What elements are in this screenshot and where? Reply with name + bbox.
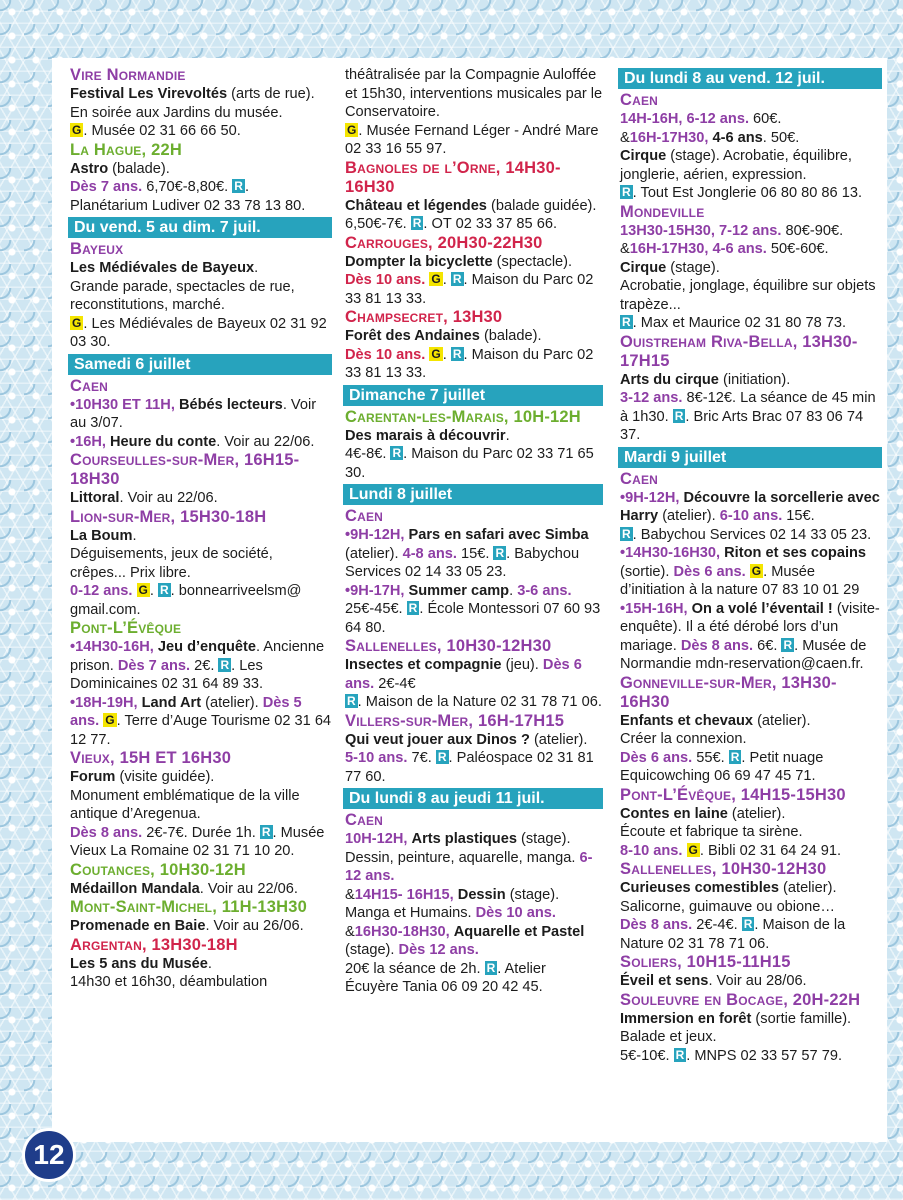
event-text: Château et légendes (balade guidée). (345, 197, 597, 214)
reservation-badge-icon: R (674, 408, 684, 423)
free-badge-icon: G (688, 842, 698, 857)
location-heading: Mondeville (620, 202, 705, 221)
column-1 (70, 66, 332, 992)
event-text: R . Tout Est Jonglerie 06 80 80 86 13. (622, 185, 863, 201)
location-heading: Caen (345, 507, 384, 525)
event-text: Astro (balade). (70, 160, 170, 177)
date-header: Mardi 9 juillet (618, 447, 882, 468)
location-heading: Lion-sur-Mer, 15H30-18H (70, 507, 267, 526)
reservation-badge-icon: R (675, 1047, 685, 1062)
reservation-badge-icon: R (486, 960, 496, 975)
reservation-badge-icon: R (452, 272, 462, 286)
location-heading: Coutances, 10H30-12H (70, 860, 246, 879)
event-text: Créer la connexion. (620, 731, 747, 747)
event-text: Dès 7 ans. 6,70€-8,80€. R . (70, 179, 250, 195)
event-text: R . Babychou Services 02 14 33 05 23. (622, 526, 872, 543)
location-heading: Sallenelles, 10H30-12H30 (345, 637, 552, 655)
event-text: Écoute et fabrique ta sirène. (620, 824, 803, 840)
event-text: Dès 6 ans. 55€. R . Petit nuage Equicowching 06 69 47 45 71. (620, 749, 824, 784)
event-text: 13H30-15H30, 7-12 ans. 80€-90€. (620, 222, 844, 239)
location-heading: Champsecret, 13H30 (345, 308, 503, 326)
free-badge-icon: G (347, 122, 357, 137)
event-text: 8-10 ans. G . Bibli 02 31 64 24 91. (620, 842, 842, 859)
free-badge-icon: G (105, 713, 115, 727)
event-text: G . Musée 02 31 66 66 50. (72, 123, 241, 139)
reservation-badge-icon: R (452, 346, 462, 361)
reservation-badge-icon: R (159, 583, 169, 597)
event-text: •9H-17H, Summer camp. 3-6 ans. 25€-45€. R . École Montessori 07 60 93 64 80. (345, 582, 601, 636)
event-text: &16H-17H30, 4-6 ans. 50€-60€. (620, 241, 829, 257)
event-text: 14H-16H, 6-12 ans. 60€. (620, 111, 782, 127)
event-text: Planétarium Ludiver 02 33 78 13 80. (70, 197, 306, 214)
event-text: Éveil et sens. Voir au 28/06. (620, 973, 807, 989)
event-text: 14h30 et 16h30, déambulation (70, 974, 268, 990)
reservation-badge-icon: R (622, 315, 631, 329)
location-heading: Villers-sur-Mer, 16H-17H15 (345, 711, 565, 730)
reservation-badge-icon: R (261, 824, 271, 839)
location-heading: Courseulles-sur-Mer, 16H15-18H30 (70, 451, 300, 488)
event-text: Dès 10 ans. G . R . Maison du Parc 02 33 81 13 33. (345, 346, 594, 381)
event-text: Dompter la bicyclette (spectacle). (345, 253, 573, 270)
event-text: Qui veut jouer aux Dinos ? (atelier). (345, 731, 588, 748)
event-text: R . Maison de la Nature 02 31 78 71 06. (347, 694, 602, 710)
column-2 (345, 66, 603, 997)
event-text: 20€ la séance de 2h. R . Atelier Écuyère Tania 06 09 20 42 45. (345, 960, 546, 995)
page-number: 12 (22, 1128, 76, 1182)
reservation-badge-icon: R (495, 545, 505, 560)
event-text: •9H-12H, Découvre la sorcellerie avec Harry (atelier). 6-10 ans. 15€. (620, 489, 880, 524)
reservation-badge-icon: R (622, 185, 631, 199)
event-text: Médaillon Mandala. Voir au 22/06. (70, 880, 298, 897)
free-badge-icon: G (138, 583, 148, 597)
location-heading: Carrouges, 20H30-22H30 (345, 233, 543, 252)
event-text: Enfants et chevaux (atelier). (620, 712, 811, 729)
event-text: 5€-10€. R . MNPS 02 33 57 57 79. (620, 1047, 842, 1064)
event-text: Des marais à découvrir. (345, 427, 510, 444)
date-header: Lundi 8 juillet (343, 484, 603, 505)
event-text: R . Max et Maurice 02 31 80 78 73. (622, 315, 847, 331)
event-text: •15H-16H, On a volé l’éventail ! (visite-enquête). Il a été dérobé lors d’un mariage. Dès 8 ans. 6€. R . Musée de Normandie mdn-reservation@caen.fr. (620, 600, 880, 672)
location-heading: Argentan, 13H30-18H (70, 935, 238, 954)
column-3 (620, 66, 882, 1065)
event-text: Dès 10 ans. G . R . Maison du Parc 02 33 81 13 33. (345, 272, 594, 307)
location-heading: Caen (70, 376, 109, 395)
date-header: Du vend. 5 au dim. 7 juil. (68, 217, 332, 238)
event-text: théâtralisée par la Compagnie Auloffée et 15h30, interventions musicales par le Conservatoire. (345, 67, 603, 120)
location-heading: Pont-L’Évêque, 14H15-15H30 (620, 785, 846, 804)
location-heading: Caen (345, 811, 384, 829)
reservation-badge-icon: R (392, 446, 402, 460)
date-header: Dimanche 7 juillet (343, 385, 603, 406)
event-text: Promenade en Baie. Voir au 26/06. (70, 918, 304, 934)
date-header: Du lundi 8 au vend. 12 juil. (618, 68, 882, 89)
event-text: Salicorne, guimauve ou obione… (620, 898, 835, 915)
event-text: En soirée aux Jardins du musée. (70, 104, 283, 121)
event-text: 6,50€-7€. R . OT 02 33 37 85 66. (345, 216, 558, 232)
location-heading: Gonneville-sur-Mer, 13H30-16H30 (620, 673, 837, 711)
event-text: •16H, Heure du conte. Voir au 22/06. (70, 433, 315, 450)
event-text: 5-10 ans. 7€. R . Paléospace 02 31 81 77 60. (345, 750, 594, 785)
reservation-badge-icon: R (622, 526, 631, 541)
reservation-badge-icon: R (437, 750, 447, 764)
reservation-badge-icon: R (234, 179, 243, 193)
free-badge-icon: G (431, 272, 441, 286)
location-heading: Caen (620, 469, 659, 488)
location-heading: Souleuvre en Bocage, 20H-22H (620, 990, 861, 1009)
event-text: Immersion en forêt (sortie famille). (620, 1010, 852, 1027)
location-heading: Bagnoles de l’Orne, 14H30-16H30 (345, 158, 561, 196)
location-heading: Carentan-les-Marais, 10H-12H (345, 407, 581, 426)
event-text: Acrobatie, jonglage, équilibre sur objets trapèze... (620, 278, 876, 313)
event-text: Dès 8 ans. 2€-7€. Durée 1h. R . Musée Vieux La Romaine 02 31 71 10 20. (70, 824, 325, 859)
event-text: Balade et jeux. (620, 1029, 717, 1045)
event-text: 4€-8€. R . Maison du Parc 02 33 71 65 30. (345, 446, 594, 481)
event-text: Cirque (stage). Acrobatie, équilibre, jonglerie, aérien, expression. (620, 148, 852, 183)
event-text: Les 5 ans du Musée. (70, 955, 212, 972)
reservation-badge-icon: R (783, 637, 793, 652)
event-text: Grande parade, spectacles de rue, reconstitutions, marché. (70, 278, 295, 313)
event-text: Cirque (stage). (620, 259, 720, 276)
event-text: La Boum. (70, 527, 137, 544)
reservation-badge-icon: R (220, 657, 230, 672)
event-text: Curieuses comestibles (atelier). (620, 880, 837, 896)
event-text: &14H15- 16H15, Dessin (stage). Manga et Humains. Dès 10 ans. (345, 886, 560, 921)
event-text: •10H30 ET 11H, Bébés lecteurs. Voir au 3/07. (70, 396, 317, 431)
reservation-badge-icon: R (412, 216, 422, 230)
event-text: Dès 8 ans. 2€-4€. R . Maison de la Nature 02 31 78 71 06. (620, 917, 846, 952)
event-text: Littoral. Voir au 22/06. (70, 490, 218, 506)
event-text: G . Musée Fernand Léger - André Mare 02 33 16 55 97. (345, 122, 599, 157)
location-heading: Pont-L’Évêque (70, 619, 182, 637)
location-heading: Bayeux (70, 240, 124, 258)
event-text: 10H-12H, Arts plastiques (stage). Dessin, peinture, aquarelle, manga. 6-12 ans. (345, 831, 593, 884)
event-text: •14H30-16H, Jeu d’enquête. Ancienne prison. Dès 7 ans. 2€. R . Les Dominicaines 02 31 64 89 33. (70, 639, 325, 692)
location-heading: Vieux, 15H ET 16H30 (70, 749, 232, 767)
reservation-badge-icon: R (347, 694, 356, 708)
location-heading: Soliers, 10H15-11H15 (620, 953, 791, 971)
reservation-badge-icon: R (743, 917, 753, 931)
event-text: Monument emblématique de la ville antique d’Aregenua. (70, 787, 300, 822)
free-badge-icon: G (751, 563, 762, 578)
event-text: Arts du cirque (initiation). (620, 371, 791, 388)
free-badge-icon: G (72, 123, 82, 137)
event-text: 3-12 ans. 8€-12€. La séance de 45 min à 1h30. R . Bric Arts Brac 07 83 06 74 37. (620, 390, 876, 443)
reservation-badge-icon: R (730, 749, 740, 764)
event-text: •18H-19H, Land Art (atelier). Dès 5 ans. G . Terre d’Auge Tourisme 02 31 64 12 77. (70, 694, 332, 748)
event-text: Forêt des Andaines (balade). (345, 328, 542, 344)
event-text: Les Médiévales de Bayeux. (70, 260, 259, 276)
date-header: Du lundi 8 au jeudi 11 juil. (343, 788, 603, 809)
event-text: 0-12 ans. G . R . bonnearriveelsm@ gmail.com. (70, 583, 302, 618)
location-heading: Caen (620, 91, 659, 109)
date-header: Samedi 6 juillet (68, 354, 332, 375)
free-badge-icon: G (72, 315, 82, 330)
event-text: G . Les Médiévales de Bayeux 02 31 92 03 30. (70, 315, 327, 350)
free-badge-icon: G (431, 346, 441, 361)
event-text: Contes en laine (atelier). (620, 805, 786, 822)
event-text: Insectes et compagnie (jeu). Dès 6 ans. 2€-4€ (345, 657, 582, 692)
event-text: •9H-12H, Pars en safari avec Simba (atelier). 4-8 ans. 15€. R . Babychou Services 02 14 33 05 23. (345, 527, 589, 580)
event-text: •14H30-16H30, Riton et ses copains (sortie). Dès 6 ans. G . Musée d’initiation à la nature 07 83 10 01 29 (620, 545, 867, 598)
location-heading: Mont-Saint-Michel, 11H-13H30 (70, 898, 308, 916)
event-text: Déguisements, jeux de société, crêpes... Prix libre. (70, 546, 273, 581)
location-heading: Sallenelles, 10H30-12H30 (620, 860, 827, 878)
event-text: &16H30-18H30, Aquarelle et Pastel (stage). Dès 12 ans. (345, 923, 585, 958)
event-text: &16H-17H30, 4-6 ans. 50€. (620, 129, 800, 146)
event-text: Forum (visite guidée). (70, 769, 215, 785)
event-text: Festival Les Virevoltés (arts de rue). (70, 86, 315, 102)
reservation-badge-icon: R (408, 601, 418, 615)
location-heading: La Hague, 22H (70, 140, 182, 159)
location-heading: Ouistreham Riva-Bella, 13H30-17H15 (620, 332, 858, 370)
location-heading: Vire Normandie (70, 66, 186, 84)
